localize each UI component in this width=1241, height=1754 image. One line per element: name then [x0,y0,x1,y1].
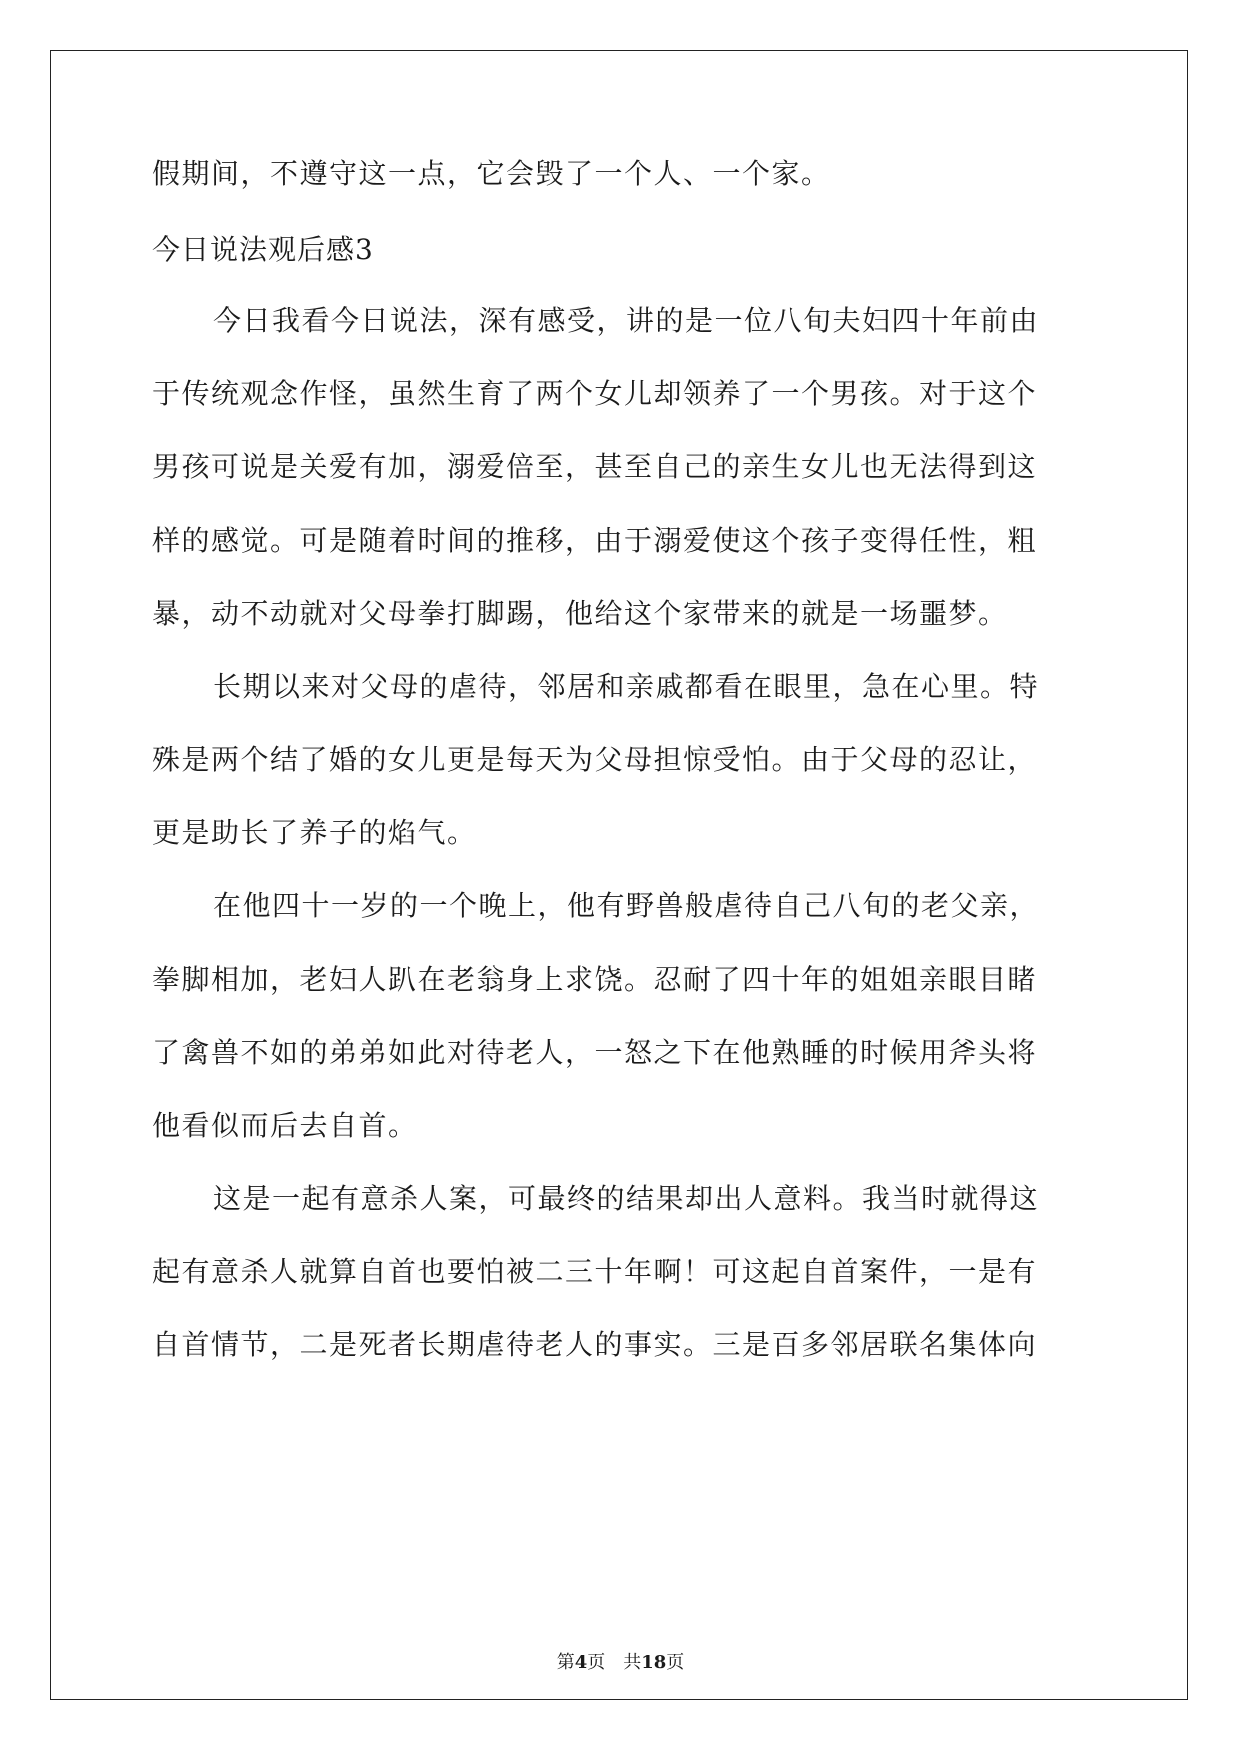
page-border [50,50,1188,1700]
paragraph-line: 更是助长了养子的焰气。 [152,816,477,849]
page-footer [0,1651,1241,1675]
footer-total-prefix: 共 [623,1652,642,1673]
paragraph-line: 样的感觉。可是随着时间的推移，由于溺爱使这个孩子变得任性，粗 [152,524,1038,557]
paragraph-line: 暴，动不动就对父母拳打脚踢，他给这个家带来的就是一场噩梦。 [152,597,1008,630]
footer-total-unit: 页 [666,1652,685,1673]
footer-page-unit: 页 [587,1652,606,1673]
footer-prefix: 第 [556,1652,575,1673]
section-heading: 今日说法观后感3 [152,233,374,266]
text-line: 假期间，不遵守这一点，它会毁了一个人、一个家。 [152,157,831,190]
page-number: 4 [574,1652,588,1673]
paragraph-line: 他看似而后去自首。 [152,1109,418,1142]
paragraph-line: 长期以来对父母的虐待，邻居和亲戚都看在眼里，急在心里。特 [213,670,1040,703]
paragraph-line: 于传统观念作怪，虽然生育了两个女儿却领养了一个男孩。对于这个 [152,377,1038,410]
paragraph-line: 男孩可说是关爱有加，溺爱倍至，甚至自己的亲生女儿也无法得到这 [152,450,1038,483]
paragraph-line: 自首情节，二是死者长期虐待老人的事实。三是百多邻居联名集体向 [152,1328,1038,1361]
paragraph-line: 今日我看今日说法，深有感受，讲的是一位八旬夫妇四十年前由 [213,304,1040,337]
total-pages: 18 [641,1652,667,1673]
paragraph-line: 殊是两个结了婚的女儿更是每天为父母担惊受怕。由于父母的忍让， [152,743,1038,776]
paragraph-line: 这是一起有意杀人案，可最终的结果却出人意料。我当时就得这 [213,1182,1040,1215]
paragraph-line: 起有意杀人就算自首也要怕被二三十年啊！可这起自首案件，一是有 [152,1255,1038,1288]
paragraph-line: 了禽兽不如的弟弟如此对待老人，一怒之下在他熟睡的时候用斧头将 [152,1036,1038,1069]
paragraph-line: 在他四十一岁的一个晚上，他有野兽般虐待自己八旬的老父亲， [213,889,1040,922]
paragraph-line: 拳脚相加，老妇人趴在老翁身上求饶。忍耐了四十年的姐姐亲眼目睹 [152,963,1038,996]
